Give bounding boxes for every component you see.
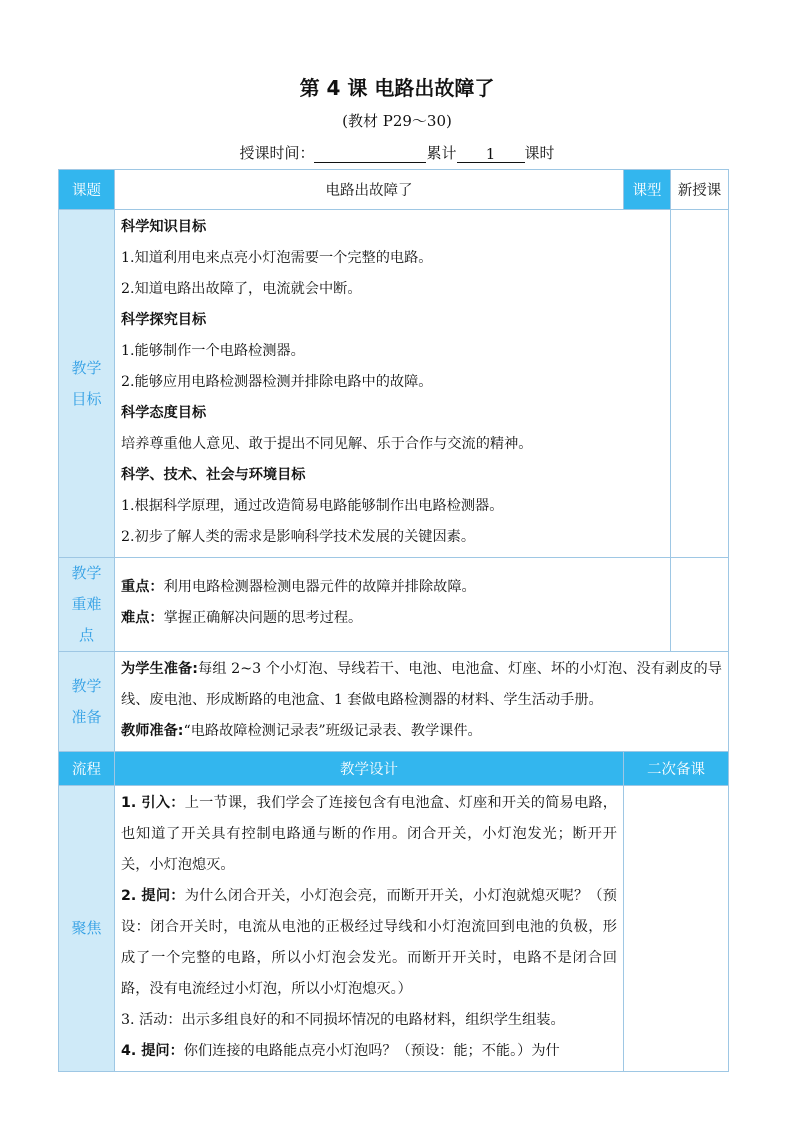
difficult-point — [121, 603, 664, 634]
textbook-pages: (教材 P29～30) — [342, 112, 452, 130]
prep-label-line1: 教学 — [71, 676, 102, 695]
step-activity: 3. 活动：出示多组良好的和不同损坏情况的电路材料，组织学生组装。 — [121, 1012, 565, 1028]
total-blank[interactable]: 1 — [457, 145, 525, 163]
goals-label-line1: 教学 — [71, 358, 102, 377]
keypoints-content — [115, 558, 671, 652]
teacher-prep-label: 教师准备: — [121, 723, 184, 739]
second-prep-header: 二次备课 — [624, 752, 729, 786]
keypoints-label-line3: 点 — [78, 626, 94, 644]
focus-row — [59, 786, 729, 1072]
student-prep-label: 为学生准备: — [121, 661, 198, 677]
step2-label: 2. 提问： — [121, 888, 185, 904]
design-header: 教学设计 — [115, 752, 624, 786]
lesson-time-line — [0, 142, 794, 163]
key-point — [121, 572, 664, 603]
student-prep — [121, 654, 722, 716]
goals-row — [59, 210, 729, 558]
prep-row — [59, 652, 729, 752]
lesson-title: 第 4 课 电路出故障了 — [299, 76, 495, 100]
sts-item: 1.根据科学原理，通过改造简易电路能够制作出电路检测器。 — [121, 498, 504, 514]
keypoints-label-line2: 重难 — [71, 595, 102, 613]
unit-label: 课时 — [524, 144, 555, 162]
sts-item: 2.初步了解人类的需求是影响科学技术发展的关键因素。 — [121, 529, 476, 545]
step-question-2 — [121, 1036, 617, 1067]
flow-header-row — [59, 752, 729, 786]
keypoints-empty — [671, 558, 729, 652]
goals-label — [59, 210, 115, 558]
step4-text: 你们连接的电路能点亮小灯泡吗？（预设：能；不能。）为什 — [183, 1043, 560, 1059]
sts-title: 科学、技术、社会与环境目标 — [121, 467, 306, 483]
key-label: 重点： — [121, 579, 164, 595]
prep-label-line2: 准备 — [71, 707, 102, 726]
knowledge-item: 2.知道电路出故障了，电流就会中断。 — [121, 281, 362, 297]
lesson-plan-table — [58, 169, 729, 1072]
attitude-title: 科学态度目标 — [121, 405, 207, 421]
step2-text: 为什么闭合开关，小灯泡会亮，而断开开关，小灯泡就熄灭呢？（预设：闭合开关时，电流从电池的正极经过导线和小灯泡流回到电池的负极，形成了一个完整的电路，所以小灯泡会发光。而断开开关时，电路不是闭合回路，没有电流经过小灯泡，所以小灯泡熄灭。） — [121, 888, 617, 997]
difficult-text: 掌握正确解决问题的思考过程。 — [163, 610, 363, 626]
goals-empty — [671, 210, 729, 558]
attitude-item: 培养尊重他人意见、敢于提出不同见解、乐于合作与交流的精神。 — [121, 436, 533, 452]
type-value: 新授课 — [671, 170, 729, 210]
key-text: 利用电路检测器检测电器元件的故障并排除故障。 — [163, 579, 476, 595]
focus-label: 聚焦 — [59, 786, 115, 1072]
step-question — [121, 881, 617, 1005]
prep-label — [59, 652, 115, 752]
second-prep-empty — [624, 786, 729, 1072]
step4-label: 4. 提问： — [121, 1043, 184, 1059]
goals-label-line2: 目标 — [71, 389, 102, 408]
prep-content — [115, 652, 729, 752]
student-prep-text: 每组 2~3 个小灯泡、导线若干、电池、电池盒、灯座、坏的小灯泡、没有剥皮的导线、废电池、形成断路的电池盒、1 套做电路检测器的材料、学生活动手册。 — [121, 661, 722, 708]
type-label: 课型 — [624, 170, 671, 210]
time-blank[interactable] — [314, 145, 426, 163]
focus-content — [115, 786, 624, 1072]
step-intro — [121, 788, 617, 881]
topic-label: 课题 — [59, 170, 115, 210]
topic-value: 电路出故障了 — [115, 170, 624, 210]
step1-label: 1. 引入： — [121, 795, 185, 811]
difficult-label: 难点： — [121, 610, 164, 626]
keypoints-label-line1: 教学 — [71, 564, 102, 582]
knowledge-title: 科学知识目标 — [121, 219, 207, 235]
teacher-prep-text: “电路故障检测记录表”班级记录表、教学课件。 — [183, 723, 482, 739]
teacher-prep — [121, 716, 722, 747]
keypoints-label — [59, 558, 115, 652]
time-label: 授课时间： — [239, 144, 315, 162]
total-label: 累计 — [426, 144, 457, 162]
goals-content — [115, 210, 671, 558]
inquiry-title: 科学探究目标 — [121, 312, 207, 328]
topic-row — [59, 170, 729, 210]
knowledge-item: 1.知道利用电来点亮小灯泡需要一个完整的电路。 — [121, 250, 433, 266]
inquiry-item: 1.能够制作一个电路检测器。 — [121, 343, 305, 359]
step1-text: 上一节课，我们学会了连接包含有电池盒、灯座和开关的简易电路，也知道了开关具有控制电路通与断的作用。闭合开关，小灯泡发光；断开开关，小灯泡熄灭。 — [121, 795, 617, 873]
keypoints-row — [59, 558, 729, 652]
inquiry-item: 2.能够应用电路检测器检测并排除电路中的故障。 — [121, 374, 433, 390]
process-header: 流程 — [59, 752, 115, 786]
